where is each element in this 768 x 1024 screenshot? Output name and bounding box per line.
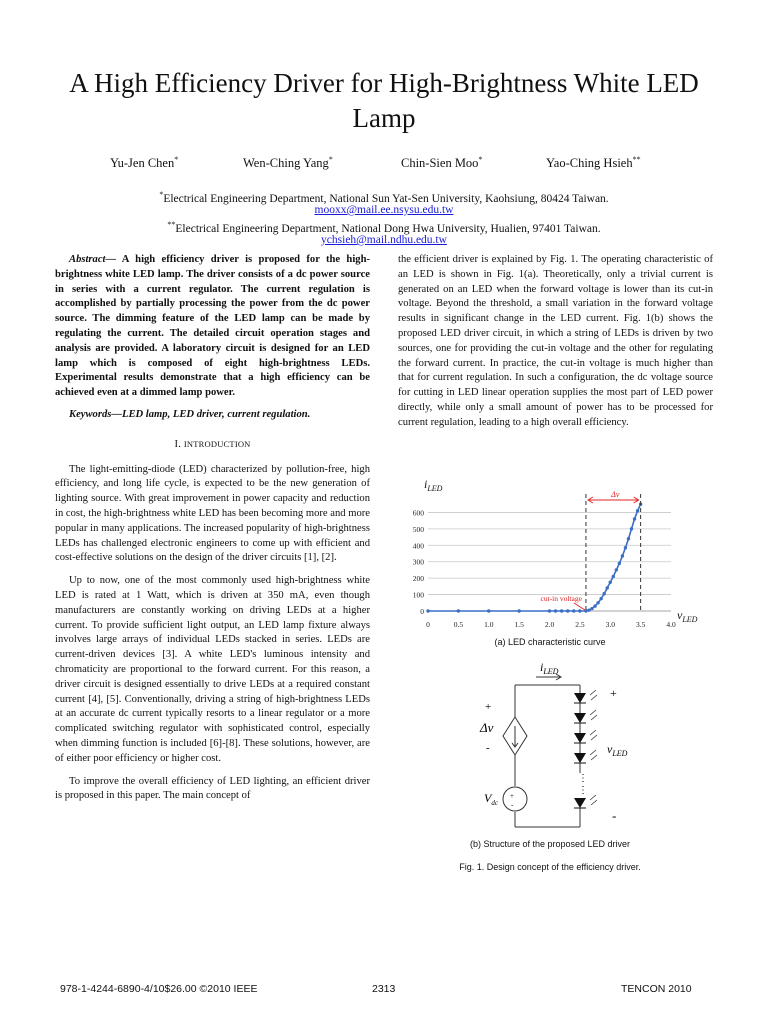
led-driver-circuit — [470, 655, 680, 833]
affiliation-1: *Electrical Engineering Department, National Sun Yat-Sen University, Kaohsiung, 80424 Taiwan. — [159, 190, 609, 205]
section-heading: I. INTRODUCTION — [174, 438, 251, 450]
vled-minus: - — [612, 808, 617, 823]
data-point — [593, 604, 596, 607]
author-3: Chin-Sien Moo* — [401, 155, 483, 171]
data-point — [548, 609, 551, 612]
vdc-label: $V_{dc}$ — [484, 791, 498, 807]
data-point — [554, 609, 557, 612]
affiliation-1-email[interactable]: mooxx@mail.ee.nsysu.edu.tw — [314, 204, 454, 216]
data-point — [426, 609, 429, 612]
caption-a: (a) LED characteristic curve — [494, 637, 606, 647]
data-point — [630, 527, 633, 530]
affiliation-2: **Electrical Engineering Department, National Dong Hwa University, Hualien, 97401 Taiwan. — [167, 220, 601, 235]
data-point — [606, 586, 609, 589]
intro-paragraph-3: To improve the overall efficiency of LED lighting, an efficient driver is proposed in this paper. The main concept of — [55, 775, 370, 802]
x-tick-label: 3.0 — [605, 620, 615, 629]
chart-axes — [413, 477, 698, 629]
cut-in-annotation: cut-in voltage — [540, 594, 582, 603]
data-point — [587, 608, 590, 611]
data-point — [590, 607, 593, 610]
footer-conference: TENCON 2010 — [621, 983, 692, 995]
x-tick-label: 4.0 — [666, 620, 676, 629]
data-point — [624, 546, 627, 549]
light-emission-icons — [590, 690, 597, 805]
led-characteristic-chart — [398, 474, 716, 634]
led-icon — [574, 798, 586, 808]
data-point — [599, 597, 602, 600]
data-point — [612, 575, 615, 578]
chart-series — [426, 503, 642, 613]
right-paragraph: the efficient driver is explained by Fig. 1. The operating characteristic of an LED is shown in Fig. 1(a). Theoretically, only a trivial current is generated on an LED when the forward voltage is lower than its cut-in voltage. Beyond the threshold, a small variation in the forward voltage results in significant change in the LED current. Fig. 1(b) shows the proposed LED driver circuit, in which a string of LEDs is driven by two sources, one for providing the cut-in voltage and the other for regulating the forward current. In practice, the cut-in voltage is much higher than that for current regulation. In such a configuration, the dc voltage source for cutting in LED linear operation supplies the most part of LED power directly, while only a small amount of power has to be processed for current regulation, leading to a high overall efficiency. — [398, 254, 713, 428]
y-tick-label: 400 — [412, 541, 424, 551]
abstract: Abstract— A high efficiency driver is proposed for the high-brightness white LED lamp. The driver consists of a dc power source in series with a current regulator. The current regulation is accomplished by partially processing the power from the dc power source. The dimming feature of the LED lamp can be made by regulating the current. The detailed circuit operation stages and analysis are provided. A laboratory circuit is designed for an LED lamp which is composed of eight high-brightness LEDs. Experimental results demonstrate that a high efficiency can be achieved even at a dimmed lamp power. — [55, 254, 370, 399]
keywords: Keywords—LED lamp, LED driver, current regulation. — [69, 408, 311, 420]
y-tick-label: 200 — [412, 574, 424, 584]
x-tick-label: 1.5 — [514, 620, 524, 629]
source-minus: - — [486, 742, 490, 754]
author-2: Wen-Ching Yang* — [243, 155, 333, 171]
affiliation-2-email-row — [40, 233, 728, 247]
x-tick-label: 2.5 — [575, 620, 585, 629]
y-tick-label: 500 — [412, 524, 424, 534]
data-point — [636, 509, 639, 512]
y-axis-label: $i_{LED}$ — [424, 477, 443, 493]
data-point — [627, 537, 630, 540]
led-icon — [574, 733, 586, 743]
data-point — [457, 609, 460, 612]
author-1: Yu-Jen Chen* — [110, 155, 179, 171]
data-point — [615, 568, 618, 571]
dc-source-icon — [503, 787, 527, 811]
x-tick-label: 0.5 — [453, 620, 464, 629]
author-list — [0, 155, 768, 175]
figure-caption: Fig. 1. Design concept of the efficiency driver. — [459, 862, 641, 872]
chart-annotations — [540, 490, 640, 611]
vled-plus: + — [610, 686, 617, 700]
cut-in-pointer — [574, 603, 585, 610]
svg-text:-: - — [511, 801, 514, 809]
x-tick-label: 3.5 — [635, 620, 646, 629]
source-plus: + — [485, 701, 492, 713]
data-point — [618, 562, 621, 565]
data-point — [602, 592, 605, 595]
y-tick-label: 300 — [412, 557, 424, 567]
series-line — [428, 504, 641, 611]
y-tick-label: 100 — [412, 590, 424, 600]
author-4: Yao-Ching Hsieh** — [546, 155, 641, 171]
data-point — [566, 609, 569, 612]
page-number: 2313 — [372, 983, 396, 995]
intro-paragraph-2: Up to now, one of the most commonly used high-brightness white LED is rated at 1 Watt, which is driven at 350 mA, even though manufacturers are constantly working on driving LEDs at a higher current. To provide sufficient light output, an LED lamp fixture always involves large arrays of individual LEDs stacked in series. LEDs are current-driven devices [3]. A white LED's luminous intensity and chromaticity are proportional to the forward current. For this reason, a driver circuit is designed essentially to drive LEDs at a required constant current [4], [5]. Conventionally, driving a string of high-brightness LEDs at an accurate dc current typically resorts to a linear regulator or a more complicated switching regulator with sophisticated control, especially when dimming function is included [6]-[8]. These solutions, however, are of either poor efficiency or higher cost. — [55, 575, 370, 764]
led-ellipsis: ⋮ — [578, 773, 588, 784]
y-tick-label: 0 — [420, 607, 424, 616]
data-point — [517, 609, 520, 612]
svg-text:⋮: ⋮ — [578, 785, 588, 796]
led-icon — [574, 713, 586, 723]
data-point — [487, 609, 490, 612]
circuit-current-label: $i_{LED}$ — [540, 660, 559, 676]
caption-b: (b) Structure of the proposed LED driver — [469, 839, 631, 849]
footer-isbn: 978-1-4244-6890-4/10$26.00 ©2010 IEEE — [60, 983, 258, 995]
y-tick-label: 600 — [412, 508, 424, 518]
led-icon — [574, 753, 586, 763]
left-column — [55, 253, 370, 804]
led-icon — [574, 693, 586, 703]
data-point — [578, 609, 581, 612]
x-tick-label: 2.0 — [544, 620, 555, 629]
affiliation-1-email-row — [40, 203, 728, 217]
x-axis-label: $v_{LED}$ — [677, 608, 698, 624]
svg-text:+: + — [510, 792, 514, 800]
paper-title: A High Efficiency Driver for High-Brightness White LED Lamp — [69, 68, 699, 133]
intro-paragraph-1: The light-emitting-diode (LED) characterized by pollution-free, high efficiency, and long life cycle, is expected to be the new generation of lighting source. With great improvement in power capacity and reduction in cost, the high-brightness white LED has been becoming more and more popular in many applications. The increased popularity of high-brightness LEDs has challenged electronic engineers to come up with efficient and cost-effective solutions on the design of the driver circuits [1], [2]. — [55, 463, 370, 564]
delta-v-annotation: Δv — [611, 490, 620, 499]
data-point — [572, 609, 575, 612]
right-column — [398, 253, 713, 431]
x-tick-label: 1.0 — [484, 620, 494, 629]
data-point — [621, 554, 624, 557]
affiliation-2-email[interactable]: ychsieh@mail.ndhu.edu.tw — [321, 234, 447, 246]
data-point — [609, 581, 612, 584]
data-point — [633, 517, 636, 520]
vled-label: $v_{LED}$ — [607, 742, 628, 758]
data-point — [560, 609, 563, 612]
x-tick-label: 0 — [426, 620, 430, 629]
delta-v-label: Δv — [480, 720, 494, 735]
data-point — [596, 601, 599, 604]
